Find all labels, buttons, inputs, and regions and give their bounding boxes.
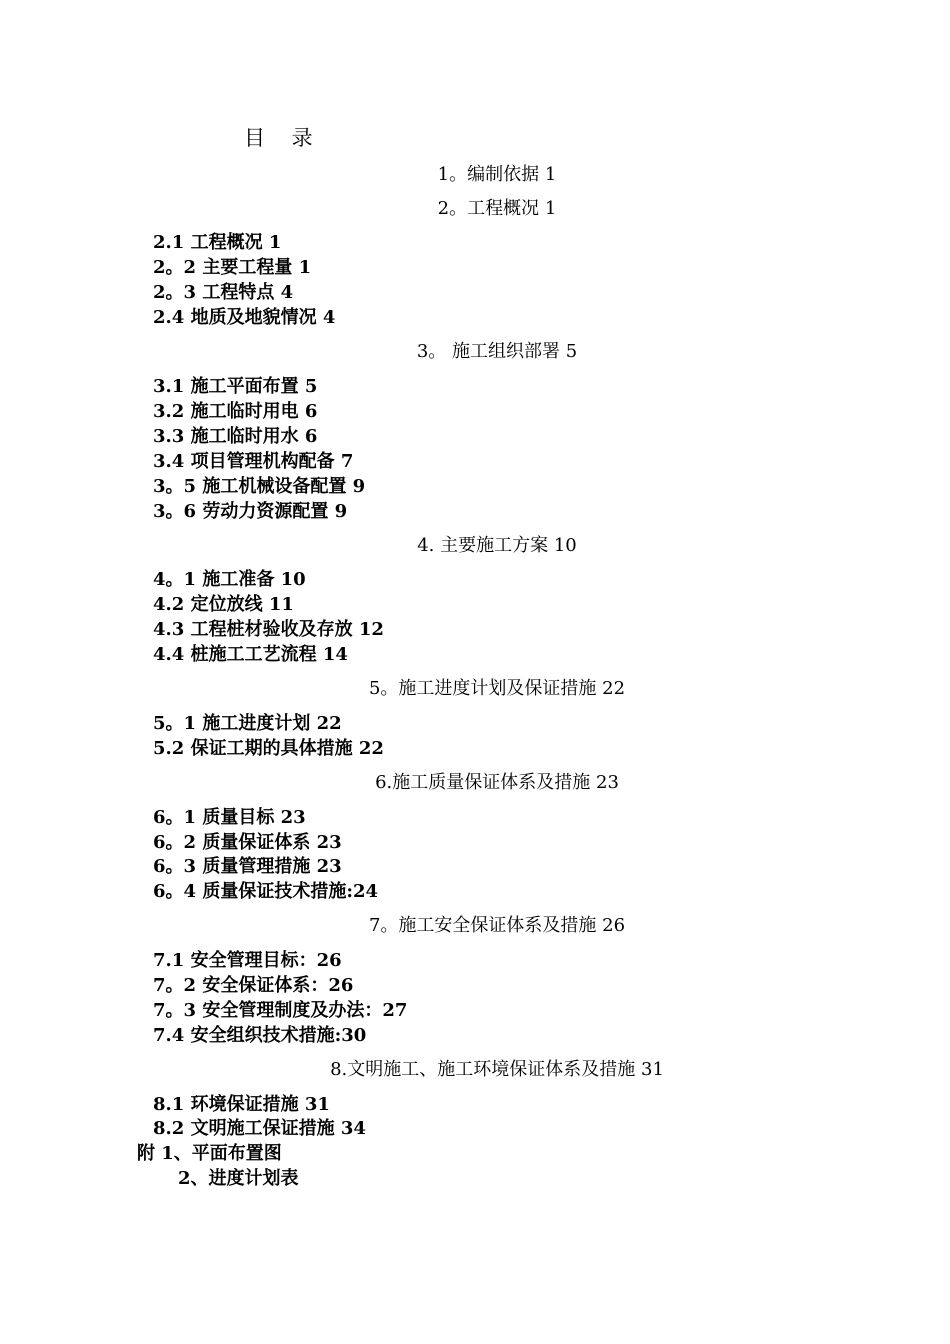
toc-entry-5-2: 5.2 保证工期的具体措施 22	[153, 738, 384, 759]
toc-entry-4-2: 4.2 定位放线 11	[153, 594, 294, 615]
toc-entry-3-2: 3.2 施工临时用电 6	[153, 401, 318, 422]
toc-section-2: 2。工程概况 1	[437, 198, 557, 219]
toc-entry-3-3: 3.3 施工临时用水 6	[153, 426, 318, 447]
toc-section-6: 6.施工质量保证体系及措施 23	[375, 772, 619, 793]
toc-entry-8-1: 8.1 环境保证措施 31	[153, 1094, 330, 1115]
toc-entry-3-1: 3.1 施工平面布置 5	[153, 376, 318, 397]
toc-entry-6-2: 6。2 质量保证体系 23	[153, 832, 342, 853]
toc-entry-2-3: 2。3 工程特点 4	[153, 282, 294, 303]
toc-entry-4-3: 4.3 工程桩材验收及存放 12	[153, 619, 384, 640]
appendix-line-2: 2、进度计划表	[178, 1168, 299, 1189]
toc-entry-6-1: 6。1 质量目标 23	[153, 807, 306, 828]
toc-section-8: 8.文明施工、施工环境保证体系及措施 31	[330, 1059, 664, 1080]
toc-entry-3-5: 3。5 施工机械设备配置 9	[153, 476, 366, 497]
toc-entry-6-3: 6。3 质量管理措施 23	[153, 856, 342, 877]
appendix-line-1: 附 1、平面布置图	[137, 1143, 282, 1164]
toc-entry-2-2: 2。2 主要工程量 1	[153, 257, 312, 278]
toc-entry-2-4: 2.4 地质及地貌情况 4	[153, 307, 336, 328]
toc-title: 目 录	[244, 126, 323, 150]
toc-section-5: 5。施工进度计划及保证措施 22	[368, 678, 626, 699]
toc-section-7: 7。施工安全保证体系及措施 26	[368, 915, 626, 936]
toc-entry-7-4: 7.4 安全组织技术措施:30	[153, 1025, 367, 1046]
toc-entry-4-1: 4。1 施工准备 10	[153, 569, 306, 590]
toc-entry-4-4: 4.4 桩施工工艺流程 14	[153, 644, 348, 665]
toc-section-3: 3。 施工组织部署 5	[416, 341, 578, 362]
toc-entry-3-6: 3。6 劳动力资源配置 9	[153, 501, 348, 522]
toc-entry-6-4: 6。4 质量保证技术措施:24	[153, 881, 379, 902]
toc-section-1: 1。编制依据 1	[437, 164, 557, 185]
toc-entry-5-1: 5。1 施工进度计划 22	[153, 713, 342, 734]
toc-entry-7-2: 7。2 安全保证体系：26	[153, 975, 354, 996]
toc-entry-7-1: 7.1 安全管理目标：26	[153, 950, 342, 971]
toc-entry-2-1: 2.1 工程概况 1	[153, 232, 282, 253]
toc-entry-3-4: 3.4 项目管理机构配备 7	[153, 451, 354, 472]
toc-entry-8-2: 8.2 文明施工保证措施 34	[153, 1118, 366, 1139]
toc-section-4: 4. 主要施工方案 10	[417, 535, 577, 556]
toc-entry-7-3: 7。3 安全管理制度及办法：27	[153, 1000, 408, 1021]
